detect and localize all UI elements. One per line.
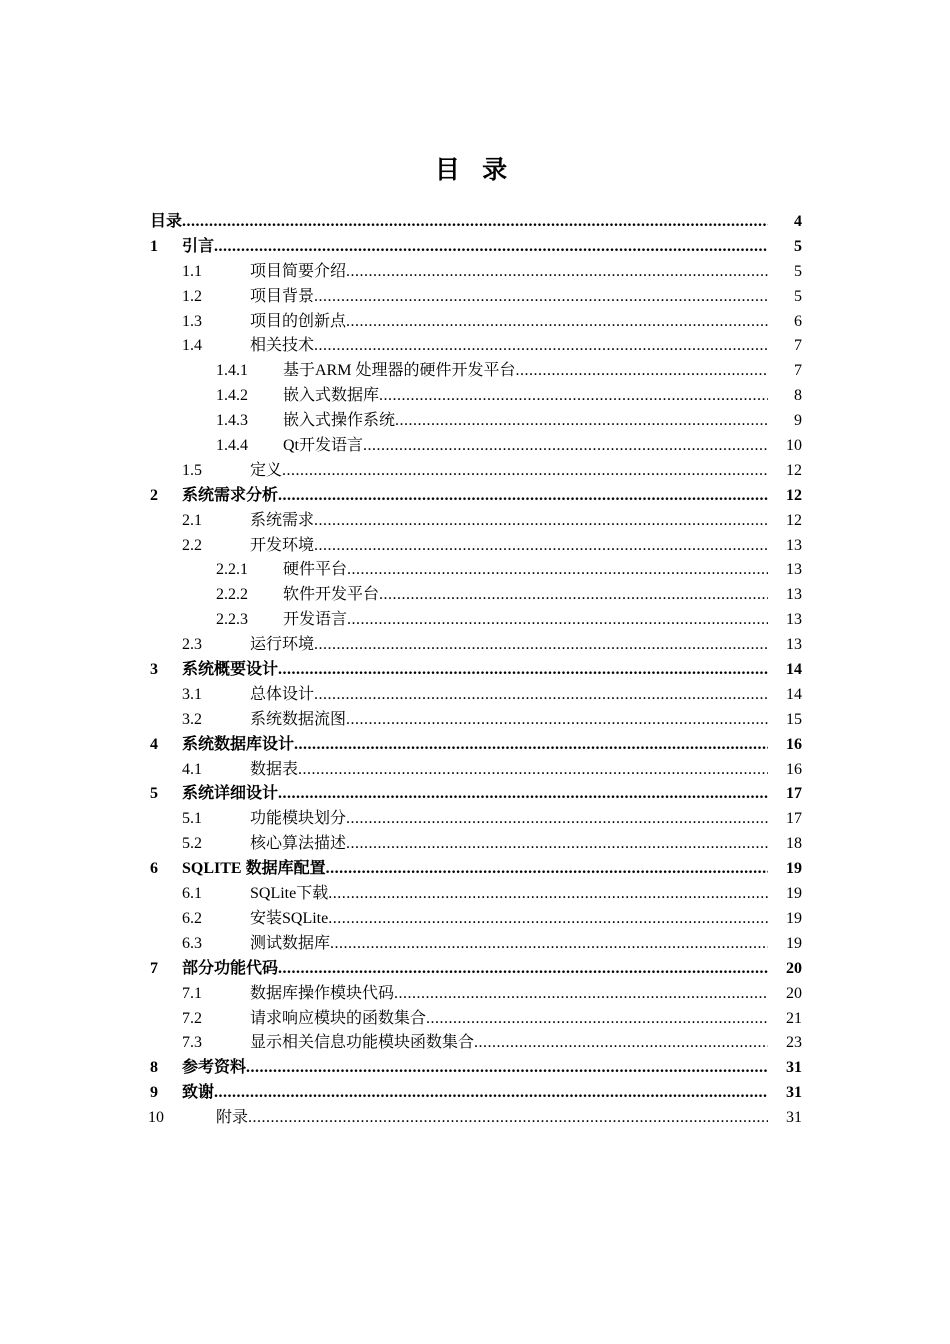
dot-leader xyxy=(182,210,768,235)
toc-entry-page: 31 xyxy=(786,1109,802,1127)
toc-entry[interactable] xyxy=(148,982,808,1007)
toc-entry-title: 引言 xyxy=(182,237,215,255)
toc-entry-number: 1.4.2 xyxy=(216,387,248,405)
toc-entry-page: 19 xyxy=(786,860,802,878)
dot-leader xyxy=(426,1007,768,1032)
toc-entry[interactable] xyxy=(148,832,808,857)
toc-entry-number: 6 xyxy=(150,860,158,878)
toc-entry-title-leader xyxy=(250,1007,768,1032)
toc-entry-number: 1.4.3 xyxy=(216,412,248,430)
toc-entry-page: 12 xyxy=(786,486,802,504)
toc-entry-number: 5.2 xyxy=(182,835,202,853)
toc-entry-number: 7.3 xyxy=(182,1034,202,1052)
toc-entry-number: 3.2 xyxy=(182,710,202,728)
toc-entry[interactable] xyxy=(148,409,808,434)
toc-entry-title: 运行环境 xyxy=(250,636,315,654)
toc-entry-title-leader xyxy=(182,235,768,260)
toc-entry-title-leader xyxy=(250,932,768,957)
toc-entry[interactable] xyxy=(148,882,808,907)
toc-entry-page: 14 xyxy=(786,685,802,703)
toc-entry-number: 2.1 xyxy=(182,511,202,529)
toc-entry-title-leader xyxy=(250,310,768,335)
dot-leader xyxy=(346,310,768,335)
toc-entry-title-leader xyxy=(283,434,768,459)
toc-entry-number: 6.1 xyxy=(182,885,202,903)
toc-entry-title: 参考资料 xyxy=(182,1059,247,1077)
toc-entry-title: 基于ARM 处理器的硬件开发平台 xyxy=(283,362,516,380)
toc-entry-title-leader xyxy=(283,558,768,583)
toc-entry-number: 6.2 xyxy=(182,909,202,927)
toc-entry-title-leader xyxy=(283,409,768,434)
toc-entry-number: 2.2.1 xyxy=(216,561,248,579)
toc-entry-number: 6.3 xyxy=(182,934,202,952)
toc-entry[interactable] xyxy=(148,484,808,509)
toc-entry-page: 8 xyxy=(794,387,802,405)
toc-entry-title-leader xyxy=(216,1106,768,1131)
dot-leader xyxy=(314,285,768,310)
dot-leader xyxy=(278,484,768,509)
toc-entry-title-leader xyxy=(182,782,768,807)
toc-entry[interactable] xyxy=(148,334,808,359)
toc-entry-title: 系统需求分析 xyxy=(182,486,279,504)
toc-entry-title: 相关技术 xyxy=(250,337,315,355)
toc-entry[interactable] xyxy=(148,857,808,882)
toc-entry-title-leader xyxy=(250,459,768,484)
toc-entry-number: 4 xyxy=(150,735,158,753)
dot-leader xyxy=(328,907,768,932)
toc-entry-page: 23 xyxy=(786,1034,802,1052)
dot-leader xyxy=(395,409,768,434)
toc-entry-title-leader xyxy=(182,1081,768,1106)
toc-entry-title-leader xyxy=(250,285,768,310)
toc-entry-title: 软件开发平台 xyxy=(283,586,380,604)
dot-leader xyxy=(298,758,768,783)
toc-entry-title: 安装SQLite xyxy=(250,909,329,927)
toc-entry-page: 13 xyxy=(786,561,802,579)
dot-leader xyxy=(346,708,768,733)
toc-entry-page: 20 xyxy=(786,984,802,1002)
toc-entry-title-leader xyxy=(250,683,768,708)
toc-entry-title: 目录 xyxy=(150,213,183,230)
toc-entry[interactable] xyxy=(148,1007,808,1032)
toc-entry[interactable] xyxy=(148,509,808,534)
toc-entry-page: 7 xyxy=(794,362,802,380)
toc-entry-title: 系统详细设计 xyxy=(182,785,279,803)
toc-entry-title: 数据库操作模块代码 xyxy=(250,984,395,1002)
toc-entry-page: 19 xyxy=(786,885,802,903)
toc-entry-title: 附录 xyxy=(216,1109,249,1127)
toc-entry-title-leader xyxy=(182,733,768,758)
toc-entry[interactable] xyxy=(148,210,808,235)
dot-leader xyxy=(347,558,768,583)
toc-entry[interactable] xyxy=(148,658,808,683)
toc-entry-title-leader xyxy=(250,633,768,658)
dot-leader xyxy=(346,832,768,857)
toc-entry[interactable] xyxy=(148,359,808,384)
toc-entry[interactable] xyxy=(148,907,808,932)
toc-entry-number: 1.4.4 xyxy=(216,437,248,455)
toc-entry-title: 请求响应模块的函数集合 xyxy=(250,1009,427,1027)
dot-leader xyxy=(278,957,768,982)
toc-entry[interactable] xyxy=(148,285,808,310)
toc-entry-title: 定义 xyxy=(250,461,283,479)
dot-leader xyxy=(278,782,768,807)
toc-entry-title: SQLite下载 xyxy=(250,885,329,903)
toc-entry-page: 7 xyxy=(794,337,802,355)
toc-entry-title-leader xyxy=(250,334,768,359)
toc-entry-page: 6 xyxy=(794,312,802,330)
toc-entry-title: 数据表 xyxy=(250,760,299,778)
toc-entry[interactable] xyxy=(148,932,808,957)
toc-entry[interactable] xyxy=(148,534,808,559)
toc-entry-title-leader xyxy=(283,583,768,608)
toc-entry[interactable] xyxy=(148,1106,808,1131)
toc-entry[interactable] xyxy=(148,608,808,633)
toc-entry-page: 13 xyxy=(786,611,802,629)
toc-entry-number: 1.2 xyxy=(182,287,202,305)
toc-entry-title-leader xyxy=(250,907,768,932)
toc-entry-title: 开发语言 xyxy=(283,611,348,629)
toc-entry-title-leader xyxy=(283,608,768,633)
toc-entry-page: 31 xyxy=(786,1059,802,1077)
toc-entry-title-leader xyxy=(250,260,768,285)
toc-entry-number: 1.4 xyxy=(182,337,202,355)
toc-entry-number: 8 xyxy=(150,1059,158,1077)
toc-entry-page: 13 xyxy=(786,536,802,554)
toc-entry-title: 系统数据库设计 xyxy=(182,735,295,753)
toc-entry[interactable] xyxy=(148,384,808,409)
toc-entry-number: 7.2 xyxy=(182,1009,202,1027)
toc-entry-number: 10 xyxy=(148,1109,164,1127)
toc-entry-title-leader xyxy=(250,708,768,733)
toc-entry[interactable] xyxy=(148,1031,808,1056)
toc-entry-title: 硬件平台 xyxy=(283,561,348,579)
toc-entry-page: 9 xyxy=(794,412,802,430)
dot-leader xyxy=(282,459,768,484)
toc-entry[interactable] xyxy=(148,733,808,758)
toc-entry-title-leader xyxy=(182,658,768,683)
toc-entry-title: 测试数据库 xyxy=(250,934,331,952)
toc-entry[interactable] xyxy=(148,1056,808,1081)
toc-entry-number: 1.1 xyxy=(182,262,202,280)
toc-entry-page: 10 xyxy=(786,437,802,455)
toc-entry-title: 系统需求 xyxy=(250,511,315,529)
toc-entry-number: 1.5 xyxy=(182,461,202,479)
toc-entry-title-leader xyxy=(283,384,768,409)
toc-entry-number: 5 xyxy=(150,785,158,803)
dot-leader xyxy=(326,857,768,882)
dot-leader xyxy=(294,733,768,758)
toc-entry-page: 16 xyxy=(786,760,802,778)
toc-entry-number: 3.1 xyxy=(182,685,202,703)
dot-leader xyxy=(214,235,768,260)
dot-leader xyxy=(346,260,768,285)
toc-entry-title: 嵌入式操作系统 xyxy=(283,412,396,430)
dot-leader xyxy=(246,1056,768,1081)
toc-entry-title-leader xyxy=(250,534,768,559)
toc-entry-number: 7.1 xyxy=(182,984,202,1002)
toc-entry-page: 17 xyxy=(786,810,802,828)
dot-leader xyxy=(515,359,768,384)
dot-leader xyxy=(314,683,768,708)
toc-entry-title-leader xyxy=(250,832,768,857)
toc-entry-page: 13 xyxy=(786,636,802,654)
toc-entry-number: 1.4.1 xyxy=(216,362,248,380)
toc-entry-page: 20 xyxy=(786,959,802,977)
table-of-contents xyxy=(148,210,808,1131)
toc-entry-title-leader xyxy=(250,509,768,534)
toc-entry[interactable] xyxy=(148,683,808,708)
toc-entry-number: 4.1 xyxy=(182,760,202,778)
toc-entry-page: 5 xyxy=(794,287,802,305)
toc-entry[interactable] xyxy=(148,434,808,459)
dot-leader xyxy=(394,982,768,1007)
dot-leader xyxy=(314,633,768,658)
toc-entry-number: 1 xyxy=(150,237,158,255)
toc-entry-number: 2.2.2 xyxy=(216,586,248,604)
dot-leader xyxy=(248,1106,768,1131)
toc-entry-page: 19 xyxy=(786,909,802,927)
toc-entry[interactable] xyxy=(148,558,808,583)
toc-entry-page: 16 xyxy=(786,735,802,753)
toc-entry-title: 核心算法描述 xyxy=(250,835,347,853)
toc-entry-title: 显示相关信息功能模块函数集合 xyxy=(250,1034,475,1052)
toc-entry-page: 19 xyxy=(786,934,802,952)
toc-entry-page: 5 xyxy=(794,262,802,280)
toc-entry[interactable] xyxy=(148,260,808,285)
dot-leader xyxy=(363,434,768,459)
toc-entry-title-leader xyxy=(250,1031,768,1056)
dot-leader xyxy=(346,807,768,832)
toc-entry-title-leader xyxy=(182,857,768,882)
toc-entry[interactable] xyxy=(148,633,808,658)
toc-entry-title: 致谢 xyxy=(182,1084,215,1102)
toc-entry-title: 部分功能代码 xyxy=(182,959,279,977)
toc-entry-title-leader xyxy=(182,484,768,509)
dot-leader xyxy=(214,1081,768,1106)
toc-entry[interactable] xyxy=(148,807,808,832)
toc-entry-title: 功能模块划分 xyxy=(250,810,347,828)
toc-entry-title-leader xyxy=(150,210,768,235)
toc-entry[interactable] xyxy=(148,708,808,733)
toc-entry-title-leader xyxy=(250,882,768,907)
toc-entry-page: 12 xyxy=(786,511,802,529)
toc-entry[interactable] xyxy=(148,459,808,484)
toc-entry-number: 9 xyxy=(150,1084,158,1102)
toc-entry-title-leader xyxy=(250,758,768,783)
dot-leader xyxy=(314,334,768,359)
toc-entry-title: 项目背景 xyxy=(250,287,315,305)
toc-entry-page: 21 xyxy=(786,1009,802,1027)
page-title: 目 录 xyxy=(434,157,516,184)
toc-entry[interactable] xyxy=(148,583,808,608)
dot-leader xyxy=(330,932,768,957)
toc-entry-page: 17 xyxy=(786,785,802,803)
dot-leader xyxy=(314,534,768,559)
toc-entry[interactable] xyxy=(148,1081,808,1106)
toc-entry-title: 项目简要介绍 xyxy=(250,262,347,280)
toc-entry-page: 14 xyxy=(786,661,802,679)
toc-entry-number: 2 xyxy=(150,486,158,504)
toc-entry-title-leader xyxy=(283,359,768,384)
toc-entry-title-leader xyxy=(182,1056,768,1081)
dot-leader xyxy=(314,509,768,534)
toc-entry-page: 15 xyxy=(786,710,802,728)
toc-entry[interactable] xyxy=(148,782,808,807)
toc-entry-number: 3 xyxy=(150,661,158,679)
dot-leader xyxy=(474,1031,768,1056)
toc-entry-number: 2.2 xyxy=(182,536,202,554)
toc-entry[interactable] xyxy=(148,235,808,260)
toc-entry-title: 嵌入式数据库 xyxy=(283,387,380,405)
toc-entry-number: 2.3 xyxy=(182,636,202,654)
toc-entry-page: 31 xyxy=(786,1084,802,1102)
dot-leader xyxy=(379,583,768,608)
toc-entry-title: SQLITE 数据库配置 xyxy=(182,860,326,878)
toc-entry-title: 开发环境 xyxy=(250,536,315,554)
toc-entry-title-leader xyxy=(250,807,768,832)
toc-entry[interactable] xyxy=(148,310,808,335)
toc-entry-title-leader xyxy=(182,957,768,982)
toc-entry-page: 13 xyxy=(786,586,802,604)
toc-entry[interactable] xyxy=(148,957,808,982)
toc-entry-number: 5.1 xyxy=(182,810,202,828)
dot-leader xyxy=(379,384,768,409)
toc-entry-title: 系统数据流图 xyxy=(250,710,347,728)
toc-entry-page: 5 xyxy=(794,237,802,255)
dot-leader xyxy=(347,608,768,633)
toc-entry-page: 4 xyxy=(794,213,802,230)
toc-entry-number: 2.2.3 xyxy=(216,611,248,629)
toc-entry[interactable] xyxy=(148,758,808,783)
toc-entry-title: 系统概要设计 xyxy=(182,661,279,679)
toc-entry-page: 18 xyxy=(786,835,802,853)
dot-leader xyxy=(328,882,768,907)
toc-entry-number: 1.3 xyxy=(182,312,202,330)
toc-entry-number: 7 xyxy=(150,959,158,977)
dot-leader xyxy=(278,658,768,683)
toc-entry-title: Qt开发语言 xyxy=(283,437,364,455)
toc-entry-title: 总体设计 xyxy=(250,685,315,703)
toc-entry-page: 12 xyxy=(786,461,802,479)
toc-entry-title: 项目的创新点 xyxy=(250,312,347,330)
toc-entry-title-leader xyxy=(250,982,768,1007)
